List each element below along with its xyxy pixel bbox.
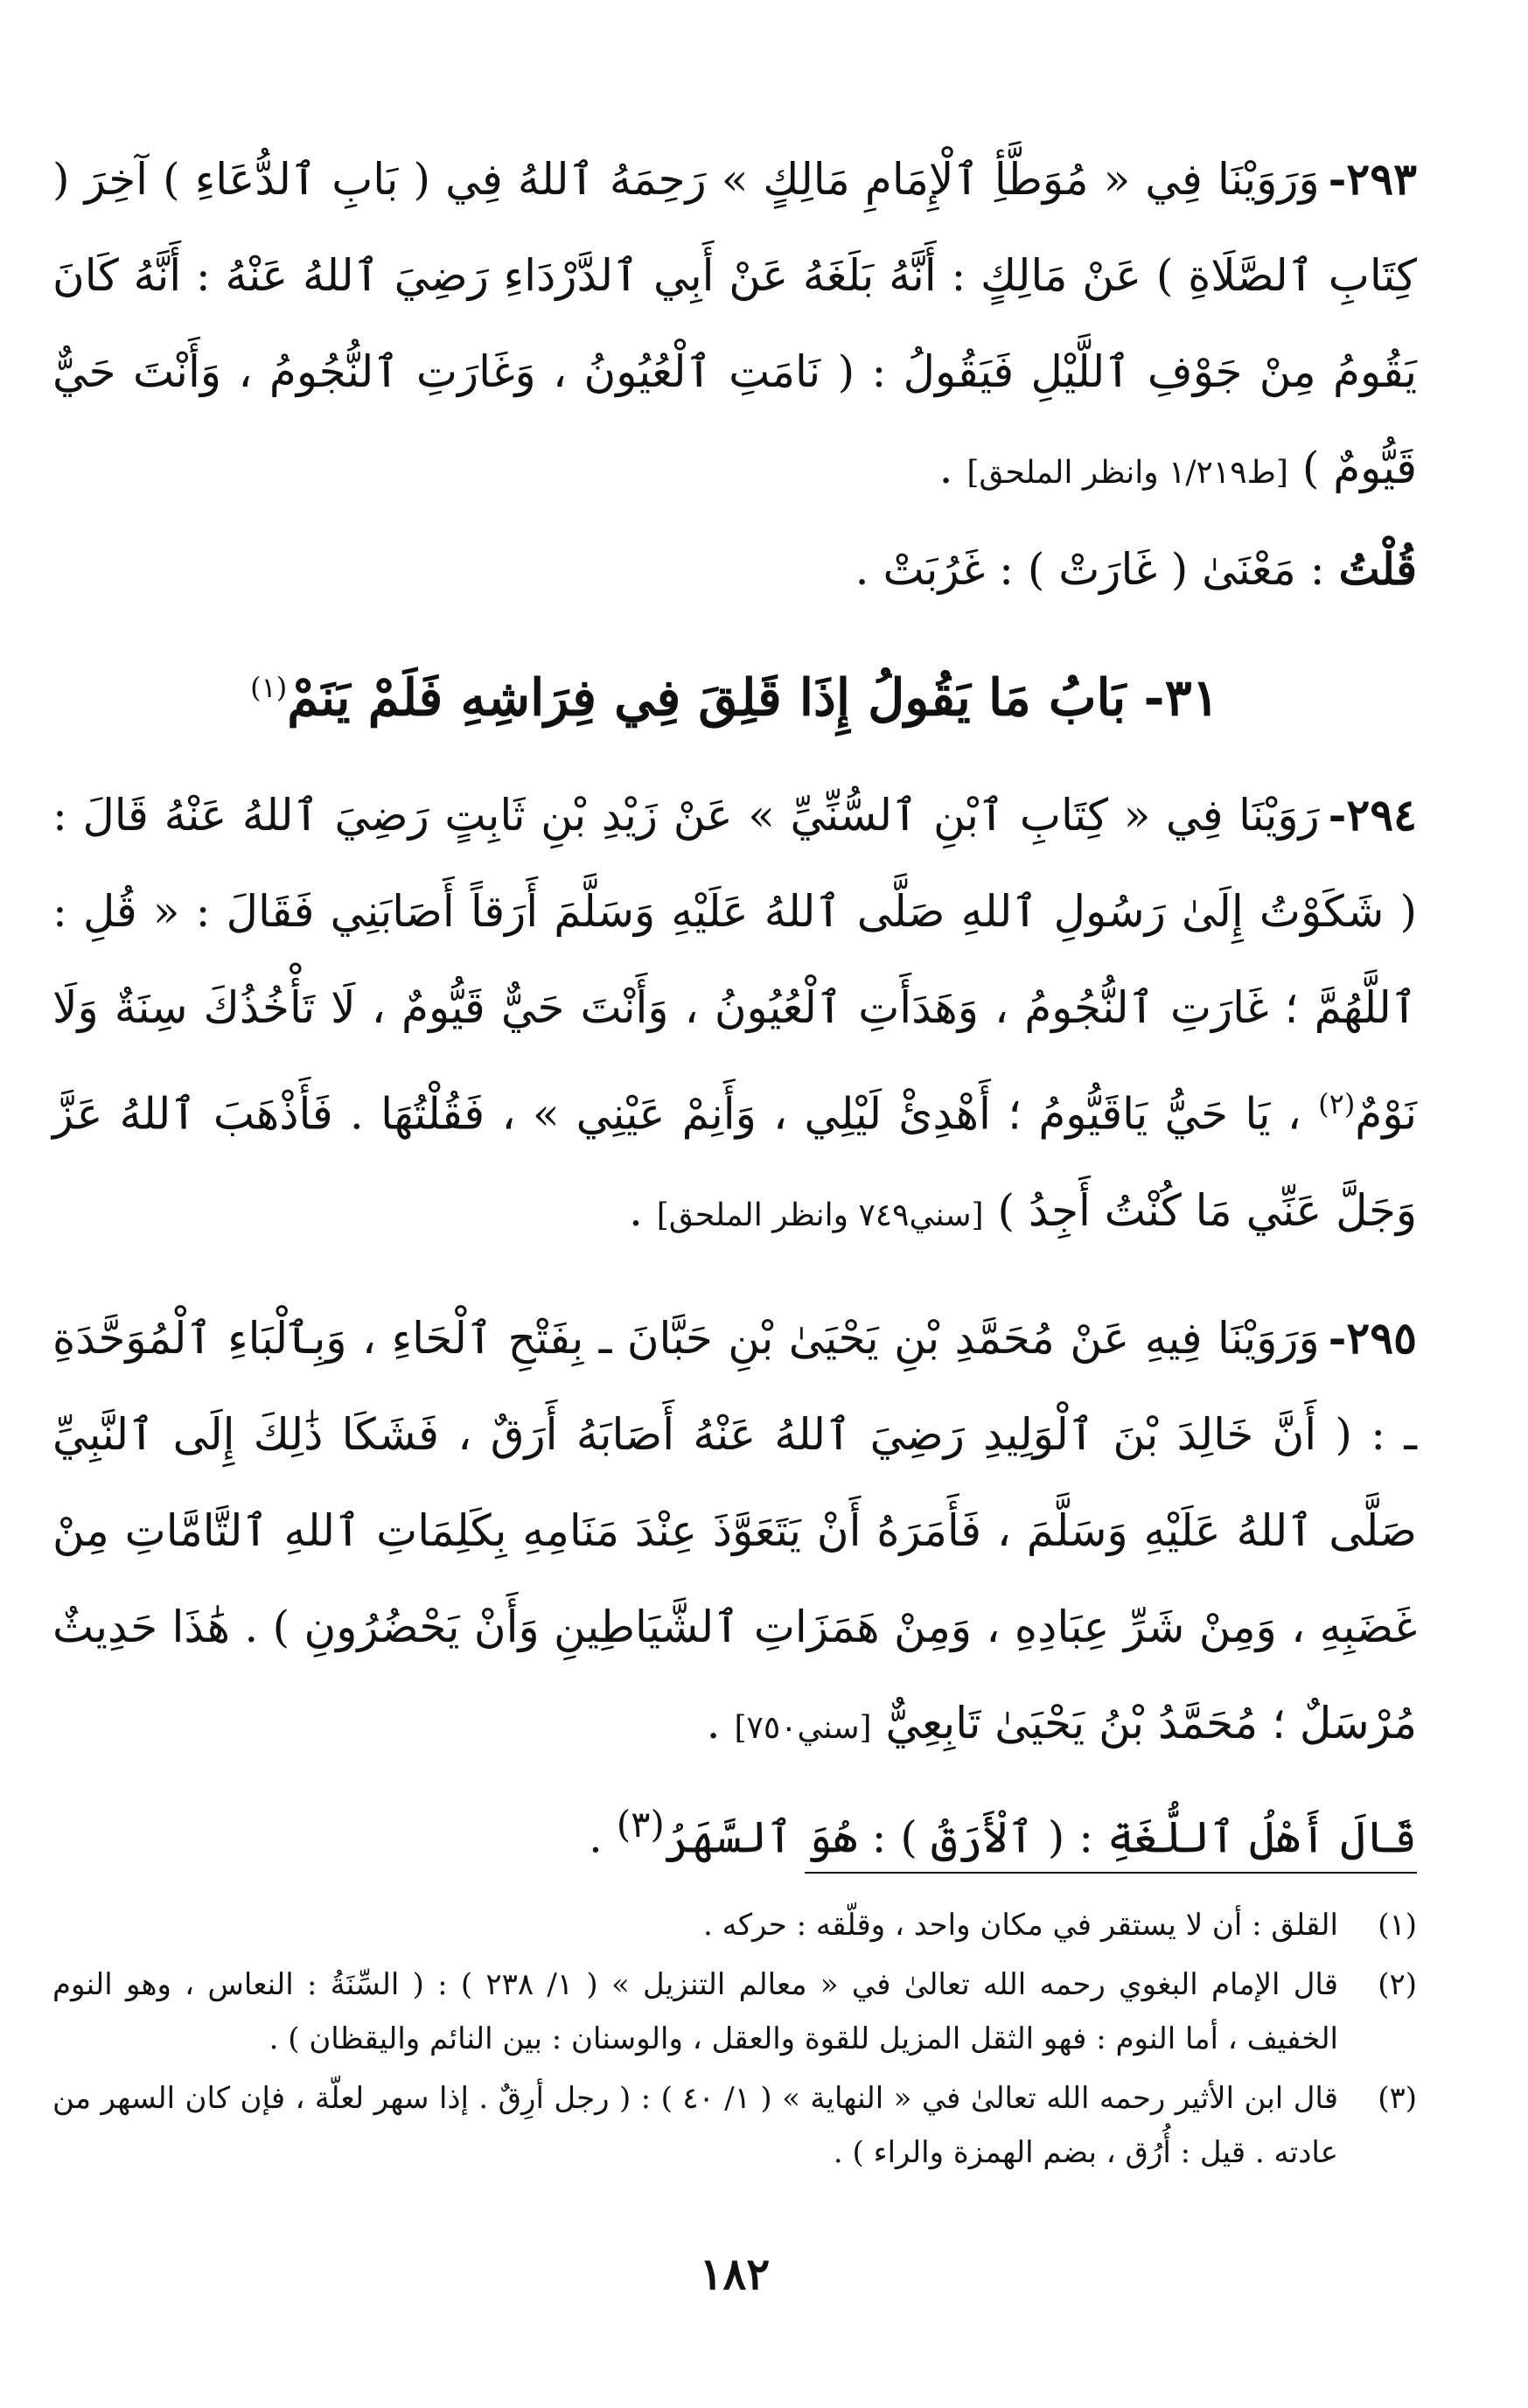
source-reference: [سني٧٥٠]	[734, 1709, 872, 1746]
note-text: : مَعْنَىٰ ( غَارَتْ ) : غَرُبَتْ .	[855, 544, 1339, 595]
footnote-2	[52, 1958, 1417, 2066]
footnotes	[52, 1898, 1417, 2185]
editor-note-293	[52, 521, 1417, 618]
footnote-text: القلق : أن لا يستقر في مكان واحد ، وقلّقه : حركه .	[702, 1908, 1338, 1943]
hadith-text: وَرَوَيْنَا فِي « مُوَطَّأِ ٱلْإِمَامِ مَالِكٍ » رَحِمَهُ ٱللهُ فِي ( بَابِ ٱلدُّعَاءِ ) آخِرَ ( كِتَابِ ٱلصَّلَاةِ ) عَنْ مَالِكٍ : أَنَّهُ بَلَغَهُ عَنْ أَبِي ٱلدَّرْدَاءِ رَضِيَ ٱللهُ عَنْهُ : أَنَّهُ كَانَ يَقُومُ مِنْ جَوْفِ ٱللَّيْلِ فَيَقُولُ : ( نَامَتِ ٱلْعُيُونُ ، وَغَارَتِ ٱلنُّجُومُ ، وَأَنْتَ حَيٌّ قَيُّومٌ )	[52, 154, 1417, 493]
footnote-text: قال الإمام البغوي رحمه الله تعالىٰ في « معالم التنزيل » ( ١/ ٢٣٨ ) : ( السِّنَةُ : النعاس ، وهو النوم الخفيف ، أما النوم : فهو الثقل المزيل للقوة والعقل ، والوسنان : بين النائم واليقظان ) .	[52, 1967, 1339, 2056]
footnote-marker: (٣)	[616, 1802, 665, 1846]
editor-note-295	[52, 1776, 1417, 1886]
hadith-number: ٢٩٤-	[1328, 789, 1417, 841]
footnote-number: (٢)	[1378, 1967, 1417, 2002]
footnote-1	[52, 1898, 1417, 1952]
note-lead: قُلْتُ	[1338, 543, 1417, 595]
hadith-295	[52, 1290, 1417, 1776]
source-reference: [سني٧٤٩ وانظر الملحق]	[656, 1197, 984, 1233]
footnote-marker: (١)	[250, 671, 288, 704]
sentence-end: .	[589, 1811, 617, 1863]
footnote-3	[52, 2071, 1417, 2180]
chapter-title: ٣١- بَابُ مَا يَقُولُ إِذَا قَلِقَ فِي فِرَاشِهِ فَلَمْ يَنَمْ	[287, 667, 1219, 728]
sentence-end: .	[706, 1697, 735, 1748]
hadith-text: رَوَيْنَا فِي « كِتَابِ ٱبْنِ ٱلسُّنِّيِّ » عَنْ زَيْدِ بْنِ ثَابِتٍ رَضِيَ ٱللهُ عَنْهُ قَالَ : ( شَكَوْتُ إِلَىٰ رَسُولِ ٱللهِ صَلَّى ٱللهُ عَلَيْهِ وَسَلَّمَ أَرَقاً أَصَابَنِي فَقَالَ : « قُلِ : ٱللَّهُمَّ ؛ غَارَتِ ٱلنُّجُومُ ، وَهَدَأَتِ ٱلْعُيُونُ ، وَأَنْتَ حَيٌّ قَيُّومٌ ، لَا تَأْخُذُكَ سِنَةٌ وَلَا نَوْمٌ	[52, 790, 1417, 1140]
note-text: قَالَ أَهْلُ ٱللُّغَةِ : ( ٱلْأَرَقُ ) : هُوَ ٱلسَّهَرُ	[664, 1811, 1417, 1863]
footnote-text: قال ابن الأثير رحمه الله تعالىٰ في « النهاية » ( ١/ ٤٠ ) : ( رجل أرِقٌ . إذا سهر لعلّة ، فإن كان السهر من عادته . قيل : أُرُق ، بضم الهمزة والراء ) .	[52, 2081, 1339, 2170]
source-reference: [ط١/٢١٩ وانظر الملحق]	[966, 455, 1288, 491]
hadith-number: ٢٩٥-	[1328, 1311, 1417, 1364]
footnote-number: (٣)	[1378, 2081, 1417, 2116]
sentence-end: .	[938, 443, 967, 493]
hadith-number: ٢٩٣-	[1328, 153, 1417, 205]
hadith-294	[52, 767, 1417, 1264]
hadith-text: وَرَوَيْنَا فِيهِ عَنْ مُحَمَّدِ بْنِ يَحْيَىٰ بْنِ حَبَّانَ ـ بِفَتْحِ ٱلْحَاءِ ، وَبِٱلْبَاءِ ٱلْمُوَحَّدَةِ ـ : ( أَنَّ خَالِدَ بْنَ ٱلْوَلِيدِ رَضِيَ ٱللهُ عَنْهُ أَصَابَهُ أَرَقٌ ، فَشَكَا ذَٰلِكَ إِلَى ٱلنَّبِيِّ صَلَّى ٱللهُ عَلَيْهِ وَسَلَّمَ ، فَأَمَرَهُ أَنْ يَتَعَوَّذَ عِنْدَ مَنَامِهِ بِكَلِمَاتِ ٱللهِ ٱلتَّامَّاتِ مِنْ غَضَبِهِ ، وَمِنْ شَرِّ عِبَادِهِ ، وَمِنْ هَمَزَاتِ ٱلشَّيَاطِينِ وَأَنْ يَحْضُرُونِ ) . هَٰذَا حَدِيثٌ مُرْسَلٌ ؛ مُحَمَّدُ بْنُ يَحْيَىٰ تَابِعِيٌّ	[52, 1312, 1417, 1748]
footnote-marker: (٢)	[1318, 1087, 1356, 1121]
page-body	[52, 131, 1417, 2370]
footnote-separator	[805, 1872, 1417, 1874]
hadith-text-continued: ، يَا حَيُّ يَاقَيُّومُ ؛ أَهْدِئْ لَيْلِي ، وَأَنِمْ عَيْنِي » ، فَقُلْتُهَا . فَأَذْهَبَ ٱللهُ عَزَّ وَجَلَّ عَنِّي مَا كُنْتُ أَجِدُ )	[52, 1088, 1417, 1236]
sentence-end: .	[628, 1184, 657, 1236]
chapter-heading	[52, 626, 1417, 758]
hadith-293	[52, 131, 1417, 521]
footnote-number: (١)	[1378, 1908, 1417, 1943]
page-number: ١٨٢	[699, 2248, 771, 2300]
paragraph-gap	[52, 1264, 1417, 1290]
